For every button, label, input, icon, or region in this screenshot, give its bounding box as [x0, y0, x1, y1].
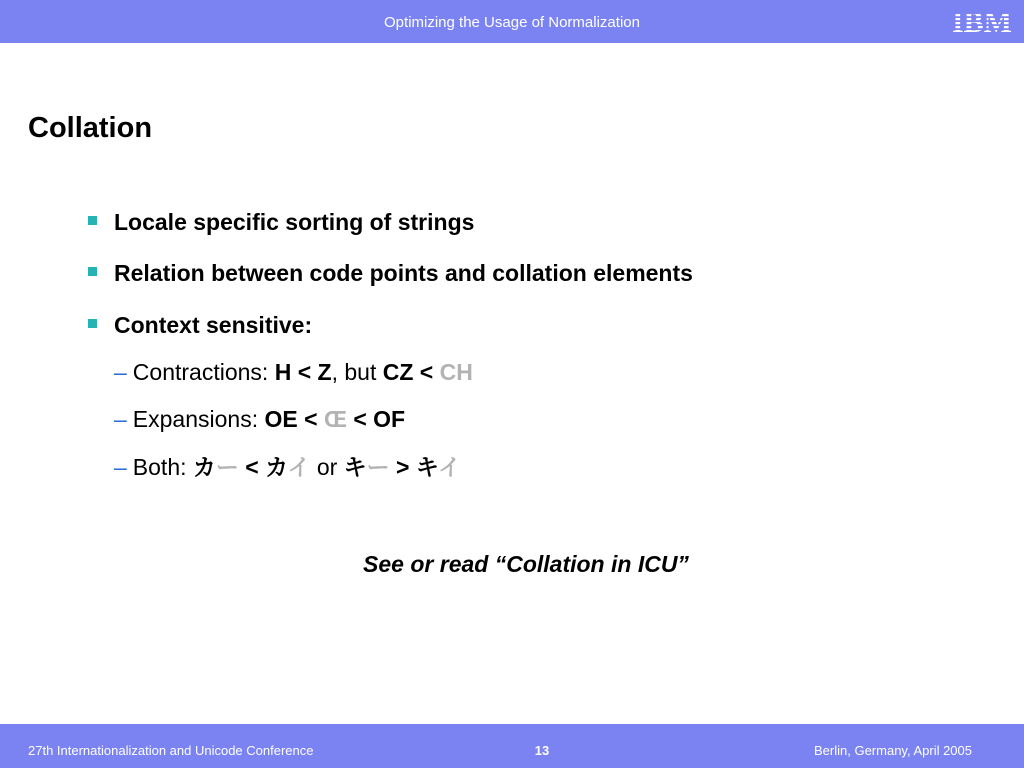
bullet-locale-sorting — [88, 208, 474, 236]
square-bullet-icon — [88, 319, 97, 328]
contractions-label: Contractions: — [132, 359, 275, 385]
page-number: 13 — [534, 743, 550, 758]
both-kana-1-suffix: ー — [215, 454, 239, 480]
expansions-example-b: Œ — [323, 406, 347, 432]
expansions-example-c: < OF — [346, 406, 406, 432]
contractions-example-a: H < Z — [274, 359, 332, 385]
both-label: Both: — [132, 454, 193, 480]
both-kana-1: カ — [192, 454, 216, 480]
sub-bullet-both — [114, 453, 461, 481]
sub-bullet-expansions — [114, 405, 405, 433]
both-or: or — [310, 454, 344, 480]
expansions-label: Expansions: — [132, 406, 265, 432]
both-kana-2-suffix: イ — [287, 454, 311, 480]
slide-title: Collation — [28, 112, 153, 144]
dash-marker: – — [114, 454, 127, 480]
both-op-1: < — [238, 454, 266, 480]
contractions-mid: , but — [331, 359, 383, 385]
svg-text:IBM: IBM — [952, 6, 1012, 36]
bullet-text: Locale specific sorting of strings — [114, 209, 475, 235]
bullet-text: Relation between code points and collation elements — [114, 260, 693, 286]
dash-marker: – — [114, 359, 127, 385]
both-op-2: > — [389, 454, 416, 480]
bullet-text: Context sensitive: — [114, 312, 313, 338]
both-kana-4-suffix: イ — [437, 454, 461, 480]
footer-location-date: Berlin, Germany, April 2005 — [814, 743, 972, 758]
reference-note: See or read “Collation in ICU” — [363, 551, 689, 577]
expansions-example-a: OE < — [264, 406, 324, 432]
contractions-example-b: CZ < — [382, 359, 440, 385]
footer-conference: 27th Internationalization and Unicode Conference — [28, 743, 314, 758]
sub-bullet-contractions — [114, 358, 473, 386]
dash-marker: – — [114, 406, 127, 432]
both-kana-2: カ — [265, 454, 288, 480]
ibm-logo — [948, 6, 1016, 36]
header-title: Optimizing the Usage of Normalization — [384, 14, 640, 31]
both-kana-3: キ — [343, 454, 367, 480]
both-kana-3-suffix: ー — [366, 454, 390, 480]
bullet-code-points — [88, 259, 693, 287]
both-kana-4: キ — [415, 454, 438, 480]
square-bullet-icon — [88, 267, 97, 276]
bullet-context-sensitive — [88, 311, 312, 339]
square-bullet-icon — [88, 216, 97, 225]
contractions-example-c: CH — [439, 359, 473, 385]
